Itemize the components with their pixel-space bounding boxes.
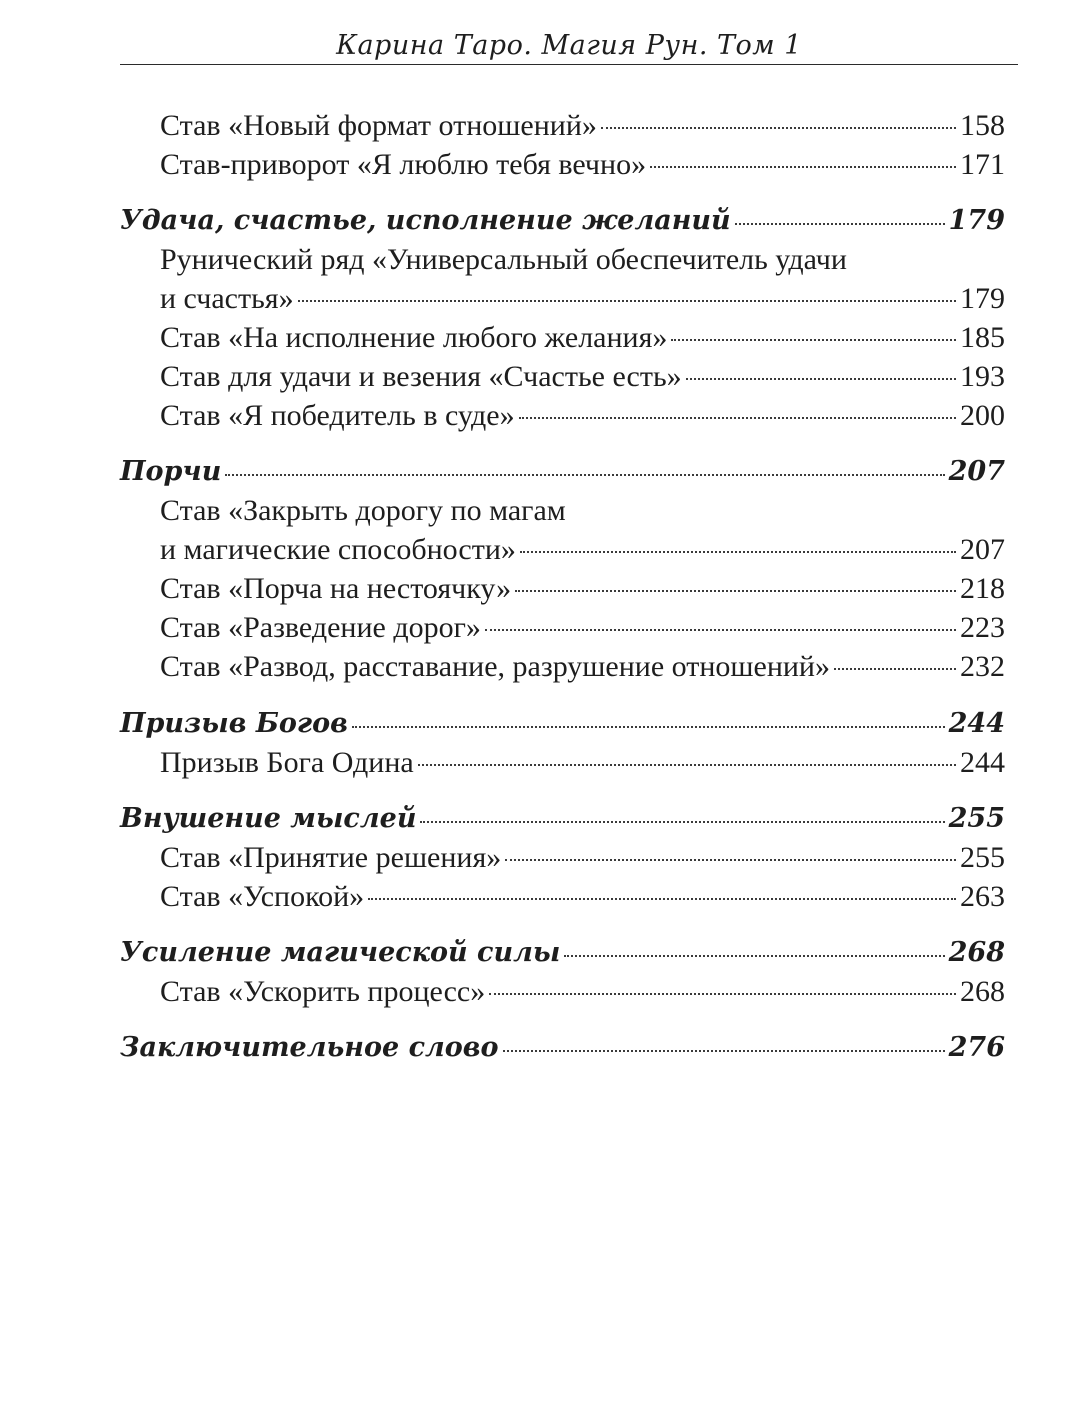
toc-entry [160,571,1005,607]
dot-leader [601,127,956,129]
toc-entry [160,281,1005,317]
toc-section [120,935,1005,971]
toc-section-title: Удача, счастье, исполнение желаний [120,205,731,236]
toc-page-number: 200 [960,399,1005,432]
toc-page-number: 179 [948,205,1005,236]
toc-page-number: 255 [960,841,1005,874]
toc-entry [160,147,1005,183]
toc-entry-title: Став «Успокой» [160,880,365,913]
toc-entry-title: Став-приворот «Я люблю тебя вечно» [160,148,647,181]
toc-entry-title: Став «Ускорить процесс» [160,975,486,1008]
toc-entry [160,398,1005,434]
dot-leader [505,859,956,861]
toc-entry-title: Став «Развод, расставание, разрушение отношений» [160,650,830,683]
toc-page-number: 232 [960,650,1005,683]
toc-entry [160,532,1005,568]
dot-leader [368,898,956,900]
toc-page-number: 207 [948,456,1005,487]
toc-section-title: Порчи [120,456,222,487]
toc-section [120,454,1005,490]
toc-entry [160,649,1005,685]
dot-leader [420,821,944,823]
toc-page-number: 179 [960,282,1005,315]
dot-leader [650,166,956,168]
toc-entry [160,610,1005,646]
dot-leader [520,551,956,553]
running-header: Карина Таро. Магия Рун. Том 1 [336,30,802,61]
dot-leader [225,474,944,476]
toc-page-number: 268 [960,975,1005,1008]
toc-page-number: 185 [960,321,1005,354]
toc-entry [160,745,1005,781]
toc-entry [160,320,1005,356]
toc-section [120,1030,1005,1066]
toc-section [120,706,1005,742]
toc-entry-title: Став «На исполнение любого желания» [160,321,668,354]
toc-entry [160,879,1005,915]
toc-section-title: Заключительное слово [120,1032,499,1063]
toc-entry-title: Став для удачи и везения «Счастье есть» [160,360,682,393]
toc-entry-title: Став «Я победитель в суде» [160,399,515,432]
dot-leader [686,378,956,380]
toc-entry [160,359,1005,395]
dot-leader [485,629,956,631]
toc-page-number: 223 [960,611,1005,644]
toc-page-number: 171 [960,148,1005,181]
dot-leader [352,726,945,728]
dot-leader [418,764,956,766]
toc-entry [160,108,1005,144]
toc-entry-title: Став «Принятие решения» [160,841,502,874]
toc-section-title: Внушение мыслей [120,803,417,834]
dot-leader [735,223,945,225]
toc-page-number: 207 [960,533,1005,566]
toc-entry-title: Став «Порча на нестоячку» [160,572,512,605]
toc-page-number: 263 [960,880,1005,913]
toc-section [120,203,1005,239]
toc-entry-title: и магические способности» [160,533,516,566]
toc-page-number: 268 [948,937,1005,968]
toc-entry-title: Призыв Бога Одина [160,746,414,779]
dot-leader [515,590,956,592]
dot-leader [834,668,956,670]
toc-section-title: Усиление магической силы [120,937,561,968]
toc-entry [160,974,1005,1010]
toc-page-number: 276 [948,1032,1005,1063]
dot-leader [564,955,944,957]
dot-leader [671,339,956,341]
toc-page-number: 244 [948,708,1005,739]
toc-page-number: 218 [960,572,1005,605]
toc-entry-title-line1: Рунический ряд «Универсальный обеспечитель удачи [160,243,847,276]
toc-page-number: 158 [960,109,1005,142]
toc-entry-title: Став «Новый формат отношений» [160,109,597,142]
toc-entry-title-line1: Став «Закрыть дорогу по магам [160,494,566,527]
dot-leader [503,1050,945,1052]
toc-page-number: 193 [960,360,1005,393]
toc-entry-title: и счастья» [160,282,294,315]
dot-leader [519,417,956,419]
toc-entry [160,840,1005,876]
dot-leader [489,993,956,995]
toc-entry-title: Став «Разведение дорог» [160,611,481,644]
dot-leader [298,300,956,302]
toc-page-number: 244 [960,746,1005,779]
toc-page-number: 255 [948,803,1005,834]
toc-section-title: Призыв Богов [120,708,348,739]
toc-section [120,801,1005,837]
